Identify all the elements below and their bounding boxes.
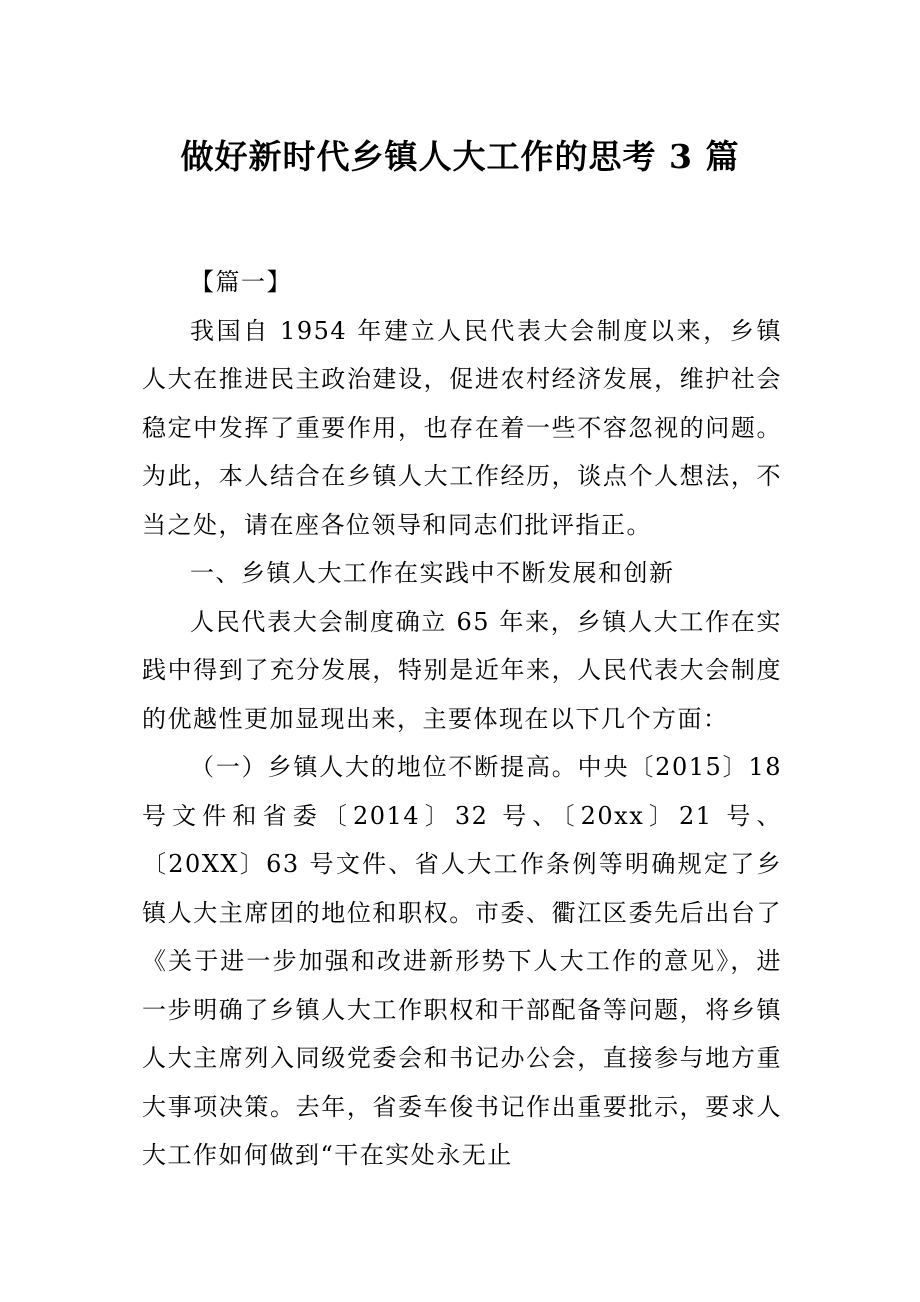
document-body [142, 258, 782, 1180]
document-title: 做好新时代乡镇人大工作的思考 3 篇 [180, 137, 740, 176]
section-heading: 【篇一】 [190, 268, 292, 296]
body-paragraph: 人民代表大会制度确立 65 年来，乡镇人大工作在实践中得到了充分发展，特别是近年来，人民代表大会制度的优越性更加显现出来，主要体现在以下几个方面： [142, 607, 782, 733]
body-paragraph: 我国自 1954 年建立人民代表大会制度以来，乡镇人大在推进民主政治建设，促进农村经济发展，维护社会稳定中发挥了重要作用，也存在着一些不容忽视的问题。为此，本人结合在乡镇人大工作经历，谈点个人想法，不当之处，请在座各位领导和同志们批评指正。 [142, 316, 782, 539]
section-subheading: 一、乡镇人大工作在实践中不断发展和创新 [190, 559, 675, 587]
body-paragraph: （一）乡镇人大的地位不断提高。中央〔2015〕18 号文件和省委〔2014〕32 号、〔20xx〕21 号、〔20XX〕63 号文件、省人大工作条例等明确规定了乡镇人大主席团的地位和职权。市委、衢江区委先后出台了《关于进一步加强和改进新形势下人大工作的意见》，进一步明确了乡镇人大工作职权和干部配备等问题，将乡镇人大主席列入同级党委会和书记办公会，直接参与地方重大事项决策。去年，省委车俊书记作出重要批示，要求人大工作如何做到“干在实处永无止 [142, 753, 782, 1169]
